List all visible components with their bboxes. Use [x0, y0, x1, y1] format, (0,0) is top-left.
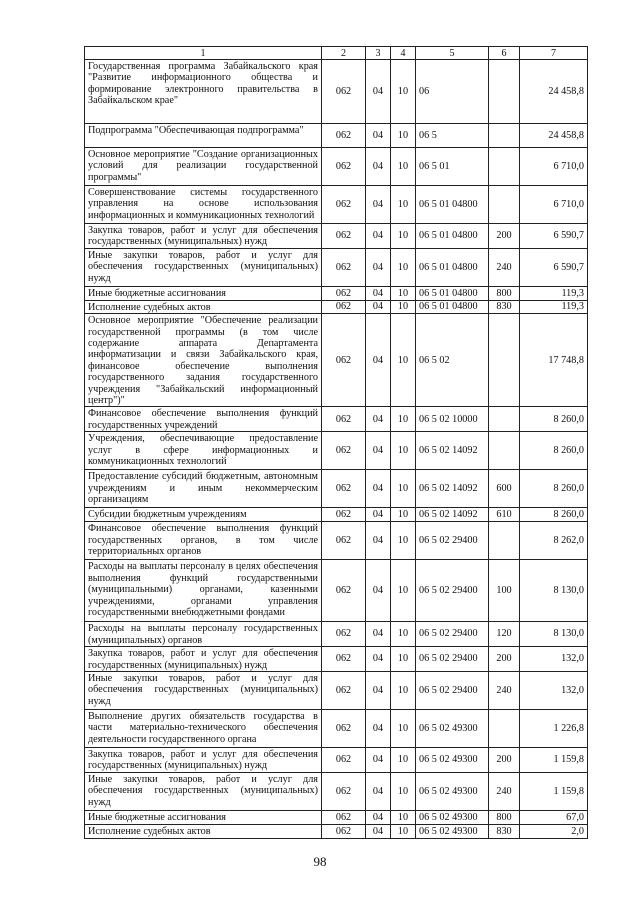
table-row	[85, 508, 588, 522]
row-name-cell: Предоставление субсидий бюджетным, автономным учреждениям и иным некоммерческим организациям	[85, 470, 322, 508]
amount-cell: 8 260,0	[520, 508, 588, 522]
column-header: 1	[85, 47, 322, 60]
section-code-cell: 04	[366, 508, 391, 522]
column-header: 6	[489, 47, 520, 60]
expense-type-cell: 830	[489, 300, 520, 313]
expense-type-cell: 200	[489, 224, 520, 249]
admin-code-cell: 062	[322, 60, 366, 124]
section-code-cell: 04	[366, 522, 391, 560]
subsection-code-cell: 10	[391, 300, 416, 313]
expense-type-cell	[489, 60, 520, 124]
admin-code-cell: 062	[322, 286, 366, 300]
section-code-cell: 04	[366, 186, 391, 224]
subsection-code-cell: 10	[391, 709, 416, 747]
section-code-cell: 04	[366, 671, 391, 709]
target-article-cell: 06 5 02 49300	[416, 709, 489, 747]
table-row	[85, 470, 588, 508]
row-name-cell: Совершенствование системы государственного управления на основе использования информационных и коммуникационных технологий	[85, 186, 322, 224]
subsection-code-cell: 10	[391, 432, 416, 470]
amount-cell: 8 262,0	[520, 522, 588, 560]
table-row	[85, 124, 588, 148]
target-article-cell: 06 5 02 29400	[416, 622, 489, 647]
subsection-code-cell: 10	[391, 824, 416, 838]
table-body	[85, 60, 588, 839]
section-code-cell: 04	[366, 647, 391, 672]
expense-type-cell: 200	[489, 747, 520, 772]
amount-cell: 119,3	[520, 286, 588, 300]
row-name-cell: Государственная программа Забайкальского края "Развитие информационного общества и формирование электронного правительства в Забайкальском крае"	[85, 60, 322, 124]
subsection-code-cell: 10	[391, 286, 416, 300]
section-code-cell: 04	[366, 747, 391, 772]
subsection-code-cell: 10	[391, 248, 416, 286]
amount-cell: 8 260,0	[520, 470, 588, 508]
amount-cell: 6 590,7	[520, 224, 588, 249]
target-article-cell: 06 5 01 04800	[416, 186, 489, 224]
column-header: 4	[391, 47, 416, 60]
amount-cell: 119,3	[520, 300, 588, 313]
admin-code-cell: 062	[322, 508, 366, 522]
section-code-cell: 04	[366, 314, 391, 407]
section-code-cell: 04	[366, 470, 391, 508]
subsection-code-cell: 10	[391, 148, 416, 186]
table-row	[85, 224, 588, 249]
row-name-cell: Закупка товаров, работ и услуг для обеспечения государственных (муниципальных) нужд	[85, 647, 322, 672]
admin-code-cell: 062	[322, 124, 366, 148]
expense-type-cell: 240	[489, 671, 520, 709]
expense-type-cell: 600	[489, 470, 520, 508]
target-article-cell: 06 5 02 49300	[416, 810, 489, 824]
amount-cell: 6 710,0	[520, 186, 588, 224]
row-name-cell: Иные бюджетные ассигнования	[85, 810, 322, 824]
section-code-cell: 04	[366, 60, 391, 124]
target-article-cell: 06 5 02 49300	[416, 824, 489, 838]
target-article-cell: 06 5 02 29400	[416, 647, 489, 672]
section-code-cell: 04	[366, 709, 391, 747]
table-row	[85, 772, 588, 810]
table-row	[85, 148, 588, 186]
admin-code-cell: 062	[322, 432, 366, 470]
expense-type-cell: 830	[489, 824, 520, 838]
subsection-code-cell: 10	[391, 647, 416, 672]
table-row	[85, 60, 588, 124]
table-row	[85, 407, 588, 432]
target-article-cell: 06 5 01 04800	[416, 248, 489, 286]
row-name-cell: Закупка товаров, работ и услуг для обеспечения государственных (муниципальных) нужд	[85, 224, 322, 249]
admin-code-cell: 062	[322, 148, 366, 186]
target-article-cell: 06 5 01 04800	[416, 300, 489, 313]
admin-code-cell: 062	[322, 671, 366, 709]
section-code-cell: 04	[366, 772, 391, 810]
target-article-cell: 06 5 01	[416, 148, 489, 186]
section-code-cell: 04	[366, 148, 391, 186]
row-name-cell: Расходы на выплаты персоналу в целях обеспечения выполнения функций государственными (муниципальными) органами, казенными учреждениями, органами управления государственными внебюджетными фондами	[85, 560, 322, 622]
row-name-cell: Иные закупки товаров, работ и услуг для обеспечения государственных (муниципальных) нужд	[85, 772, 322, 810]
section-code-cell: 04	[366, 622, 391, 647]
table-row	[85, 709, 588, 747]
expense-type-cell: 240	[489, 248, 520, 286]
admin-code-cell: 062	[322, 186, 366, 224]
expense-type-cell	[489, 148, 520, 186]
row-name-cell: Иные закупки товаров, работ и услуг для обеспечения государственных (муниципальных) нужд	[85, 671, 322, 709]
section-code-cell: 04	[366, 286, 391, 300]
admin-code-cell: 062	[322, 824, 366, 838]
section-code-cell: 04	[366, 432, 391, 470]
table-row	[85, 824, 588, 838]
table-header-row	[85, 47, 588, 60]
amount-cell: 67,0	[520, 810, 588, 824]
section-code-cell: 04	[366, 248, 391, 286]
admin-code-cell: 062	[322, 300, 366, 313]
amount-cell: 1 226,8	[520, 709, 588, 747]
target-article-cell: 06 5 02 49300	[416, 747, 489, 772]
table-row	[85, 522, 588, 560]
column-header: 7	[520, 47, 588, 60]
admin-code-cell: 062	[322, 522, 366, 560]
expense-type-cell: 100	[489, 560, 520, 622]
target-article-cell: 06 5 02 14092	[416, 508, 489, 522]
admin-code-cell: 062	[322, 709, 366, 747]
admin-code-cell: 062	[322, 407, 366, 432]
table-row	[85, 286, 588, 300]
expense-type-cell: 200	[489, 647, 520, 672]
target-article-cell: 06 5 02	[416, 314, 489, 407]
subsection-code-cell: 10	[391, 124, 416, 148]
table-row	[85, 300, 588, 313]
column-header: 5	[416, 47, 489, 60]
target-article-cell: 06 5 02 49300	[416, 772, 489, 810]
section-code-cell: 04	[366, 560, 391, 622]
target-article-cell: 06 5 02 29400	[416, 522, 489, 560]
budget-table	[84, 46, 588, 839]
subsection-code-cell: 10	[391, 314, 416, 407]
amount-cell: 24 458,8	[520, 60, 588, 124]
target-article-cell: 06 5 01 04800	[416, 224, 489, 249]
expense-type-cell: 610	[489, 508, 520, 522]
amount-cell: 8 260,0	[520, 432, 588, 470]
admin-code-cell: 062	[322, 224, 366, 249]
table-row	[85, 622, 588, 647]
table-row	[85, 560, 588, 622]
column-header: 3	[366, 47, 391, 60]
amount-cell: 6 710,0	[520, 148, 588, 186]
target-article-cell: 06 5 02 29400	[416, 560, 489, 622]
admin-code-cell: 062	[322, 772, 366, 810]
amount-cell: 8 130,0	[520, 622, 588, 647]
target-article-cell: 06	[416, 60, 489, 124]
subsection-code-cell: 10	[391, 508, 416, 522]
table-row	[85, 314, 588, 407]
subsection-code-cell: 10	[391, 772, 416, 810]
expense-type-cell	[489, 186, 520, 224]
amount-cell: 1 159,8	[520, 772, 588, 810]
target-article-cell: 06 5 02 10000	[416, 407, 489, 432]
table-row	[85, 671, 588, 709]
expense-type-cell	[489, 314, 520, 407]
expense-type-cell	[489, 522, 520, 560]
amount-cell: 6 590,7	[520, 248, 588, 286]
expense-type-cell: 240	[489, 772, 520, 810]
amount-cell: 2,0	[520, 824, 588, 838]
target-article-cell: 06 5 02 14092	[416, 470, 489, 508]
row-name-cell: Исполнение судебных актов	[85, 824, 322, 838]
admin-code-cell: 062	[322, 470, 366, 508]
subsection-code-cell: 10	[391, 622, 416, 647]
row-name-cell: Финансовое обеспечение выполнения функций государственных учреждений	[85, 407, 322, 432]
subsection-code-cell: 10	[391, 671, 416, 709]
admin-code-cell: 062	[322, 747, 366, 772]
admin-code-cell: 062	[322, 314, 366, 407]
row-name-cell: Закупка товаров, работ и услуг для обеспечения государственных (муниципальных) нужд	[85, 747, 322, 772]
subsection-code-cell: 10	[391, 186, 416, 224]
row-name-cell: Иные закупки товаров, работ и услуг для обеспечения государственных (муниципальных) нужд	[85, 248, 322, 286]
admin-code-cell: 062	[322, 622, 366, 647]
section-code-cell: 04	[366, 124, 391, 148]
amount-cell: 8 260,0	[520, 407, 588, 432]
section-code-cell: 04	[366, 810, 391, 824]
target-article-cell: 06 5	[416, 124, 489, 148]
admin-code-cell: 062	[322, 647, 366, 672]
row-name-cell: Учреждения, обеспечивающие предоставление услуг в сфере информационных и коммуникационных технологий	[85, 432, 322, 470]
expense-type-cell	[489, 432, 520, 470]
expense-type-cell	[489, 407, 520, 432]
amount-cell: 1 159,8	[520, 747, 588, 772]
table-row	[85, 647, 588, 672]
target-article-cell: 06 5 02 29400	[416, 671, 489, 709]
table-row	[85, 248, 588, 286]
expense-type-cell: 800	[489, 810, 520, 824]
expense-type-cell	[489, 709, 520, 747]
section-code-cell: 04	[366, 407, 391, 432]
subsection-code-cell: 10	[391, 470, 416, 508]
table-row	[85, 186, 588, 224]
row-name-cell: Исполнение судебных актов	[85, 300, 322, 313]
subsection-code-cell: 10	[391, 224, 416, 249]
section-code-cell: 04	[366, 224, 391, 249]
section-code-cell: 04	[366, 300, 391, 313]
subsection-code-cell: 10	[391, 810, 416, 824]
subsection-code-cell: 10	[391, 407, 416, 432]
table-row	[85, 810, 588, 824]
admin-code-cell: 062	[322, 810, 366, 824]
target-article-cell: 06 5 02 14092	[416, 432, 489, 470]
subsection-code-cell: 10	[391, 747, 416, 772]
expense-type-cell: 800	[489, 286, 520, 300]
row-name-cell: Основное мероприятие "Обеспечение реализации государственной программы (в том числе содержание аппарата Департамента информатизации и связи Забайкальского края, финансовое обеспечение выполнения государственного задания государственного учреждения "Забайкальский информационный центр")"	[85, 314, 322, 407]
expense-type-cell: 120	[489, 622, 520, 647]
row-name-cell: Выполнение других обязательств государства в части материально-технического обеспечения деятельности государственного органа	[85, 709, 322, 747]
row-name-cell: Расходы на выплаты персоналу государственных (муниципальных) органов	[85, 622, 322, 647]
row-name-cell: Иные бюджетные ассигнования	[85, 286, 322, 300]
row-name-cell: Субсидии бюджетным учреждениям	[85, 508, 322, 522]
target-article-cell: 06 5 01 04800	[416, 286, 489, 300]
admin-code-cell: 062	[322, 560, 366, 622]
amount-cell: 132,0	[520, 671, 588, 709]
row-name-cell: Подпрограмма "Обеспечивающая подпрограмма"	[85, 124, 322, 148]
subsection-code-cell: 10	[391, 560, 416, 622]
amount-cell: 8 130,0	[520, 560, 588, 622]
expense-type-cell	[489, 124, 520, 148]
admin-code-cell: 062	[322, 248, 366, 286]
subsection-code-cell: 10	[391, 522, 416, 560]
table-row	[85, 432, 588, 470]
row-name-cell: Финансовое обеспечение выполнения функций государственных органов, в том числе территориальных органов	[85, 522, 322, 560]
amount-cell: 132,0	[520, 647, 588, 672]
column-header: 2	[322, 47, 366, 60]
row-name-cell: Основное мероприятие "Создание организационных условий для реализации государственной программы"	[85, 148, 322, 186]
amount-cell: 17 748,8	[520, 314, 588, 407]
subsection-code-cell: 10	[391, 60, 416, 124]
section-code-cell: 04	[366, 824, 391, 838]
table-row	[85, 747, 588, 772]
page-number: 98	[313, 854, 327, 869]
amount-cell: 24 458,8	[520, 124, 588, 148]
